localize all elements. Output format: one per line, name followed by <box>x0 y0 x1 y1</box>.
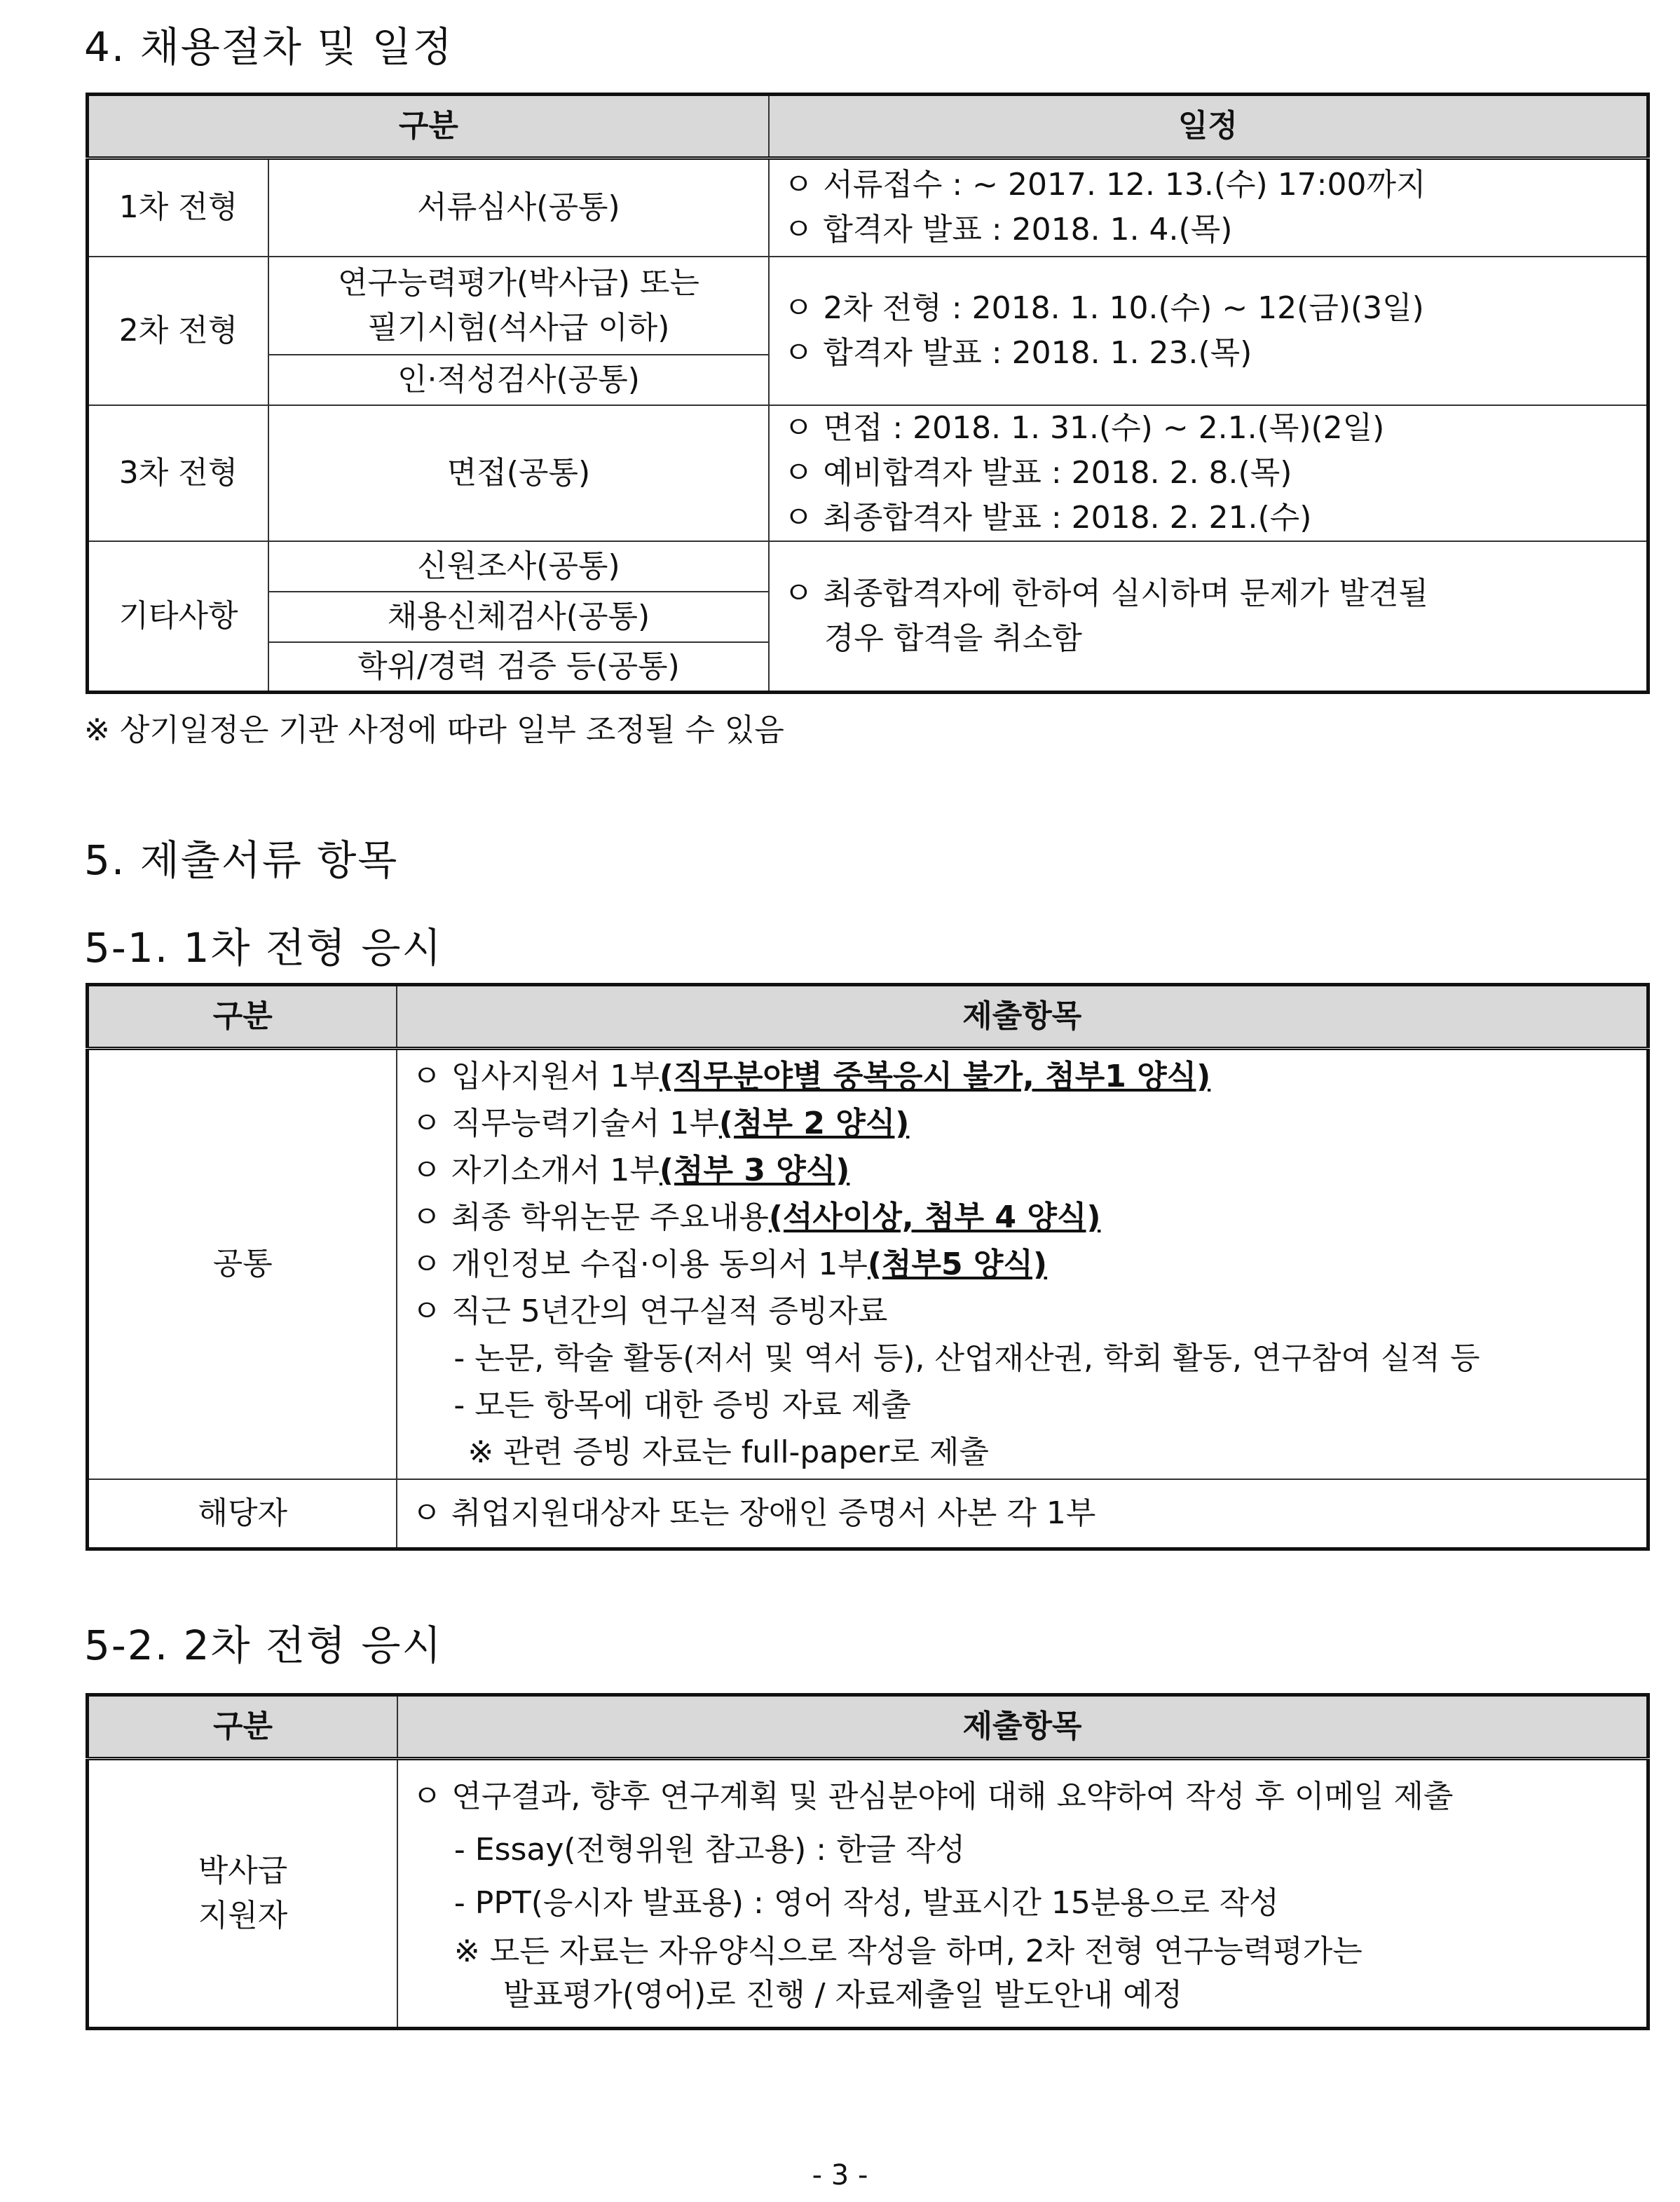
stage-2-item-1: 연구능력평가(박사급) 또는 필기시험(석사급 이하) <box>268 257 769 355</box>
doctoral-line: 발표평가(영어)로 진행 / 자료제출일 발도안내 예정 <box>503 1977 1183 2013</box>
common-line: ㅇ 개인정보 수집·이용 동의서 1부(첨부5 양식) <box>411 1246 1048 1282</box>
schedule-note: ※ 상기일정은 기관 사정에 따라 일부 조정될 수 있음 <box>84 712 784 748</box>
stage-2: 2차 전형 <box>88 257 269 405</box>
section5-2-title: 5-2. 2차 전형 응시 <box>84 1622 443 1669</box>
doctoral-items <box>397 1759 1648 2029</box>
header-items: 제출항목 <box>397 1695 1648 1759</box>
stage-3: 3차 전형 <box>88 405 269 541</box>
stage-other-schedule: ㅇ 최종합격자에 한하여 실시하며 문제가 발견될 경우 합격을 취소함 <box>769 541 1648 693</box>
common-line: - 논문, 학술 활동(저서 및 역서 등), 산업재산권, 학회 활동, 연구참여 실적 등 <box>453 1340 1480 1376</box>
doctoral-line: - Essay(전형위원 참고용) : 한글 작성 <box>453 1832 966 1868</box>
common-line: ㅇ 직근 5년간의 연구실적 증빙자료 <box>411 1293 888 1329</box>
stage-1-schedule: ㅇ 서류접수 : ~ 2017. 12. 13.(수) 17:00까지 ㅇ 합격자 발표 : 2018. 1. 4.(목) <box>769 158 1648 257</box>
common-label: 공통 <box>88 1049 397 1479</box>
header-category: 구분 <box>88 1695 397 1759</box>
doctoral-label: 박사급 지원자 <box>88 1759 397 2029</box>
header-category: 구분 <box>88 95 769 158</box>
header-category: 구분 <box>88 985 397 1049</box>
common-line: ※ 관련 증빙 자료는 full-paper로 제출 <box>467 1434 989 1470</box>
stage-other-item-3: 학위/경력 검증 등(공통) <box>268 642 769 693</box>
page-number: - 3 - <box>812 2159 868 2191</box>
stage-1: 1차 전형 <box>88 158 269 257</box>
section5-1-title: 5-1. 1차 전형 응시 <box>84 924 443 972</box>
stage-other: 기타사항 <box>88 541 269 693</box>
common-line: ㅇ 최종 학위논문 주요내용(석사이상, 첨부 4 양식) <box>411 1199 1101 1235</box>
stage-3-item: 면접(공통) <box>268 405 769 541</box>
common-line: ㅇ 직무능력기술서 1부(첨부 2 양식) <box>411 1105 910 1141</box>
doctoral-line: - PPT(응시자 발표용) : 영어 작성, 발표시간 15분용으로 작성 <box>453 1885 1279 1921</box>
stage-2-schedule: ㅇ 2차 전형 : 2018. 1. 10.(수) ~ 12(금)(3일) ㅇ 합격자 발표 : 2018. 1. 23.(목) <box>769 257 1648 405</box>
common-line: ㅇ 입사지원서 1부(직무분야별 중복응시 불가, 첨부1 양식) <box>411 1058 1211 1094</box>
applicable-item: ㅇ 취업지원대상자 또는 장애인 증명서 사본 각 1부 <box>397 1479 1648 1549</box>
documents-table-2 <box>86 1693 1650 2030</box>
stage-1-item: 서류심사(공통) <box>268 158 769 257</box>
schedule-table <box>86 93 1650 694</box>
documents-table-1 <box>86 983 1650 1551</box>
stage-3-schedule: ㅇ 면접 : 2018. 1. 31.(수) ~ 2.1.(목)(2일) ㅇ 예비합격자 발표 : 2018. 2. 8.(목) ㅇ 최종합격자 발표 : 2018. 2. 21.(수) <box>769 405 1648 541</box>
common-items <box>397 1049 1648 1479</box>
stage-other-item-2: 채용신체검사(공통) <box>268 592 769 642</box>
stage-other-item-1: 신원조사(공통) <box>268 541 769 592</box>
common-line: - 모든 항목에 대한 증빙 자료 제출 <box>453 1387 911 1423</box>
doctoral-line: ※ 모든 자료는 자유양식으로 작성을 하며, 2차 전형 연구능력평가는 <box>453 1933 1363 1969</box>
doctoral-line: ㅇ 연구결과, 향후 연구계획 및 관심분야에 대해 요약하여 작성 후 이메일 제출 <box>411 1779 1454 1814</box>
applicable-label: 해당자 <box>88 1479 397 1549</box>
header-schedule: 일정 <box>769 95 1648 158</box>
common-line: ㅇ 자기소개서 1부(첨부 3 양식) <box>411 1152 850 1188</box>
header-items: 제출항목 <box>397 985 1648 1049</box>
section4-title: 4. 채용절차 및 일정 <box>84 23 453 71</box>
stage-2-item-2: 인·적성검사(공통) <box>268 355 769 405</box>
section5-title: 5. 제출서류 항목 <box>84 836 399 884</box>
